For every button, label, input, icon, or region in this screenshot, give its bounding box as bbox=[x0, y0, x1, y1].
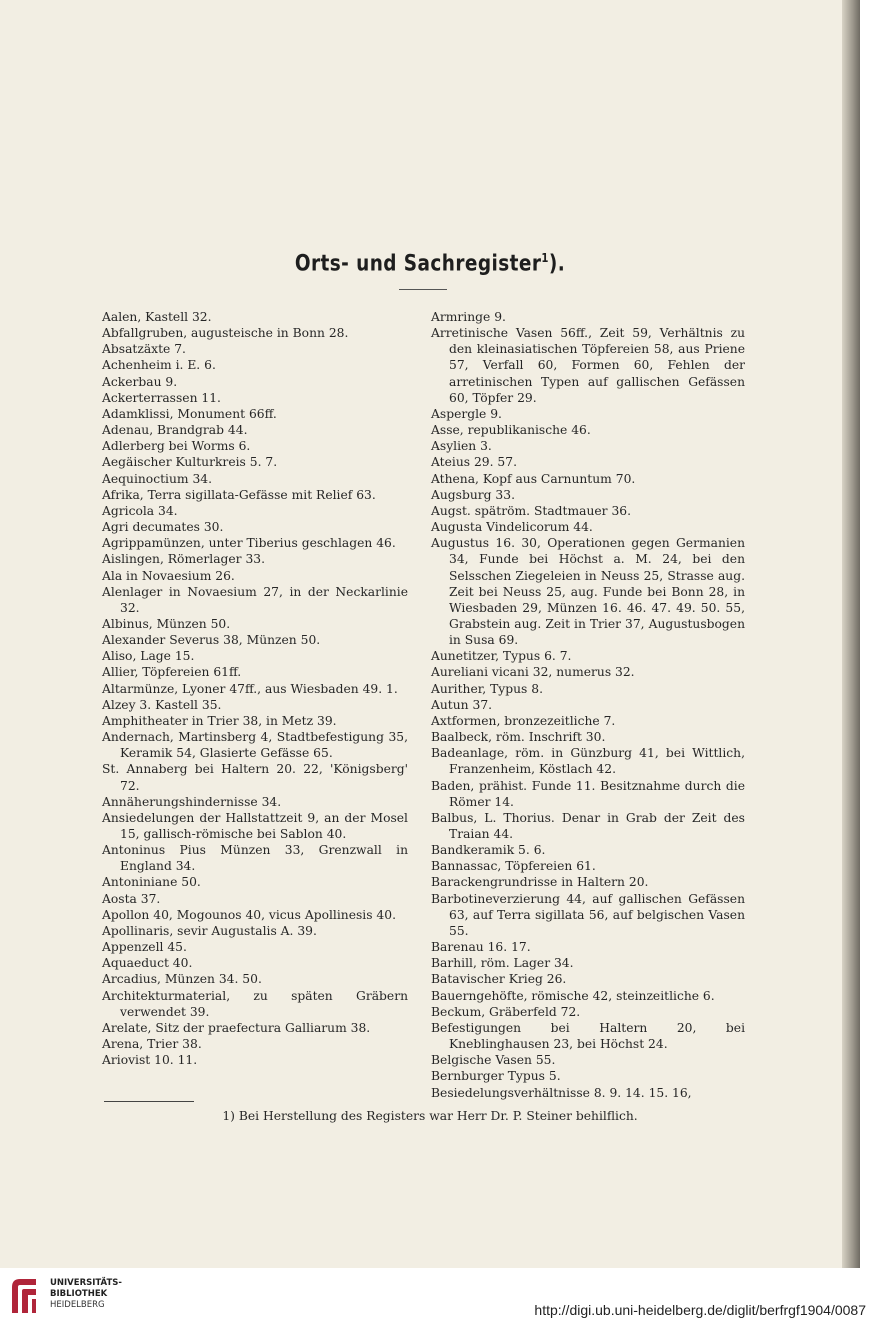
register-entry: Annäherungshindernisse 34. bbox=[102, 794, 282, 809]
register-column-left bbox=[102, 309, 408, 1068]
register-entry: Autun 37. bbox=[431, 697, 493, 712]
register-entry: Apollinaris, sevir Augustalis A. 39. bbox=[102, 923, 317, 938]
register-entry: Aliso, Lage 15. bbox=[102, 649, 195, 664]
register-entry: Adamklissi, Monument 66ff. bbox=[102, 406, 277, 421]
register-entry: Barbotineverzierung 44, auf gallischen Gefässen 63, auf Terra sigillata 56, auf belgischen Vasen 55. bbox=[431, 891, 745, 938]
register-entry: Bannassac, Töpfereien 61. bbox=[431, 859, 596, 874]
title-footnote-mark: 1 bbox=[541, 251, 549, 265]
register-entry: Balbus, L. Thorius. Denar in Grab der Zeit des Traian 44. bbox=[431, 810, 745, 841]
register-entry: Arcadius, Münzen 34. 50. bbox=[102, 972, 262, 987]
register-entry: Antoniniane 50. bbox=[102, 875, 201, 890]
register-entry: Armringe 9. bbox=[431, 310, 506, 324]
register-entry: Alenlager in Novaesium 27, in der Neckarlinie 32. bbox=[102, 584, 408, 615]
register-entry: Altarmünze, Lyoner 47ff., aus Wiesbaden 49. 1. bbox=[102, 681, 398, 696]
register-entry: Augsburg 33. bbox=[431, 487, 515, 502]
register-entry: Augusta Vindelicorum 44. bbox=[431, 520, 593, 535]
register-entry: Barenau 16. 17. bbox=[431, 940, 531, 955]
register-entry: Bandkeramik 5. 6. bbox=[431, 843, 546, 858]
register-entry: Barhill, röm. Lager 34. bbox=[431, 956, 574, 971]
register-entry: Belgische Vasen 55. bbox=[431, 1053, 556, 1068]
register-entry: Ansiedelungen der Hallstattzeit 9, an der Mosel 15, gallisch-römische bei Sablon 40. bbox=[102, 810, 408, 841]
register-entry: Bauerngehöfte, römische 42, steinzeitliche 6. bbox=[431, 988, 715, 1003]
register-entry: Absatzäxte 7. bbox=[102, 342, 186, 357]
register-entry: Bernburger Typus 5. bbox=[431, 1069, 561, 1084]
register-entry: Baalbeck, röm. Inschrift 30. bbox=[431, 730, 606, 745]
register-entry: Barackengrundrisse in Haltern 20. bbox=[431, 875, 649, 890]
register-entry: Aspergle 9. bbox=[431, 406, 502, 421]
register-entry: Beckum, Gräberfeld 72. bbox=[431, 1004, 581, 1019]
library-logo-icon bbox=[10, 1277, 38, 1315]
register-entry: Alzey 3. Kastell 35. bbox=[102, 697, 222, 712]
register-entry: Agrippamünzen, unter Tiberius geschlagen 46. bbox=[102, 536, 396, 551]
register-entry: Agri decumates 30. bbox=[102, 520, 224, 535]
register-entry: Aislingen, Römerlager 33. bbox=[102, 552, 266, 567]
register-entry: Albinus, Münzen 50. bbox=[102, 616, 231, 631]
register-entry: Baden, prähist. Funde 11. Besitznahme durch die Römer 14. bbox=[431, 778, 745, 809]
register-entry: Arena, Trier 38. bbox=[102, 1037, 202, 1052]
register-entry: Andernach, Martinsberg 4, Stadtbefestigung 35, Keramik 54, Glasierte Gefässe 65. bbox=[102, 730, 408, 761]
register-entry: Architekturmaterial, zu späten Gräbern verwendet 39. bbox=[102, 988, 408, 1019]
register-entry: Aequinoctium 34. bbox=[102, 471, 213, 486]
page-title: Orts- und Sachregister$^1$). bbox=[294, 251, 566, 277]
library-name: UNIVERSITÄTS- BIBLIOTHEK HEIDELBERG bbox=[50, 1278, 122, 1310]
register-entry: Alexander Severus 38, Münzen 50. bbox=[102, 633, 321, 648]
register-entry: Agricola 34. bbox=[102, 503, 178, 518]
register-entry: Achenheim i. E. 6. bbox=[102, 358, 216, 373]
source-url-link[interactable]: http://digi.ub.uni-heidelberg.de/diglit/berfrgf1904/0087 bbox=[534, 1302, 866, 1318]
register-entry: Ariovist 10. 11. bbox=[102, 1053, 198, 1068]
register-entry: Aureliani vicani 32, numerus 32. bbox=[431, 665, 635, 680]
register-entry: Aquaeduct 40. bbox=[102, 956, 193, 971]
register-entry: Antoninus Pius Münzen 33, Grenzwall in England 34. bbox=[102, 843, 408, 874]
register-entry: Batavischer Krieg 26. bbox=[431, 972, 567, 987]
register-entry: Asse, republikanische 46. bbox=[431, 423, 591, 438]
register-column-right bbox=[431, 309, 745, 1101]
register-entry: Appenzell 45. bbox=[102, 940, 187, 955]
book-spine-edge bbox=[842, 0, 860, 1268]
register-entry: St. Annaberg bei Haltern 20. 22, 'Königsberg' 72. bbox=[102, 762, 408, 793]
title-divider bbox=[399, 289, 447, 290]
register-entry: Befestigungen bei Haltern 20, bei Kneblinghausen 23, bei Höchst 24. bbox=[431, 1020, 745, 1052]
register-entry: Ateius 29. 57. bbox=[431, 455, 517, 470]
register-entry: Apollon 40, Mogounos 40, vicus Apollinesis 40. bbox=[102, 907, 396, 922]
register-entry: Aalen, Kastell 32. bbox=[102, 310, 212, 324]
register-entry: Afrika, Terra sigillata-Gefässe mit Relief 63. bbox=[102, 487, 376, 502]
register-entry: Allier, Töpfereien 61ff. bbox=[102, 665, 242, 680]
register-entry: Besiedelungsverhältnisse 8. 9. 14. 15. 16, bbox=[431, 1085, 692, 1100]
register-entry: Axtformen, bronzezeitliche 7. bbox=[431, 713, 616, 728]
register-entry: Arretinische Vasen 56ff., Zeit 59, Verhältnis zu den kleinasiatischen Töpfereien 58, aus Priene 57, Verfall 60, Formen 60, Fehlen der arretinischen Typen auf gallischen Gefässen 60, Töpfer 29. bbox=[431, 326, 745, 405]
register-entry: Aegäischer Kulturkreis 5. 7. bbox=[102, 455, 278, 470]
register-entry: Ala in Novaesium 26. bbox=[102, 568, 235, 583]
register-entry: Amphitheater in Trier 38, in Metz 39. bbox=[102, 713, 337, 728]
register-entry: Adlerberg bei Worms 6. bbox=[102, 439, 251, 454]
footer-bar bbox=[0, 1268, 878, 1330]
footnote: 1) Bei Herstellung des Registers war Herr Dr. P. Steiner behilflich. bbox=[222, 1109, 638, 1123]
register-entry: Adenau, Brandgrab 44. bbox=[102, 423, 248, 438]
footnote-divider bbox=[104, 1101, 194, 1102]
register-entry: Ackerbau 9. bbox=[102, 374, 178, 389]
register-entry: Athena, Kopf aus Carnuntum 70. bbox=[431, 471, 636, 486]
register-entry: Ackerterrassen 11. bbox=[102, 390, 221, 405]
register-entry: Aunetitzer, Typus 6. 7. bbox=[431, 649, 572, 664]
register-entry: Asylien 3. bbox=[431, 439, 492, 454]
register-entry: Aosta 37. bbox=[102, 891, 161, 906]
register-entry: Abfallgruben, augusteische in Bonn 28. bbox=[102, 326, 349, 341]
register-entry: Augustus 16. 30, Operationen gegen Germanien 34, Funde bei Höchst a. M. 24, bei den Selsschen Ziegeleien in Neuss 25, Strasse aug. Zeit bei Neuss 25, aug. Funde bei Bonn 28, in Wiesbaden 29, Münzen 16. 46. 47. 49. 50. 55, Grabstein aug. Zeit in Trier 37, Augustusbogen in Susa 69. bbox=[431, 536, 745, 648]
register-entry: Aurither, Typus 8. bbox=[431, 681, 543, 696]
register-entry: Arelate, Sitz der praefectura Galliarum 38. bbox=[102, 1020, 371, 1035]
register-entry: Augst. spätröm. Stadtmauer 36. bbox=[431, 503, 631, 518]
register-entry: Badeanlage, röm. in Günzburg 41, bei Wittlich, Franzenheim, Köstlach 42. bbox=[431, 746, 745, 777]
